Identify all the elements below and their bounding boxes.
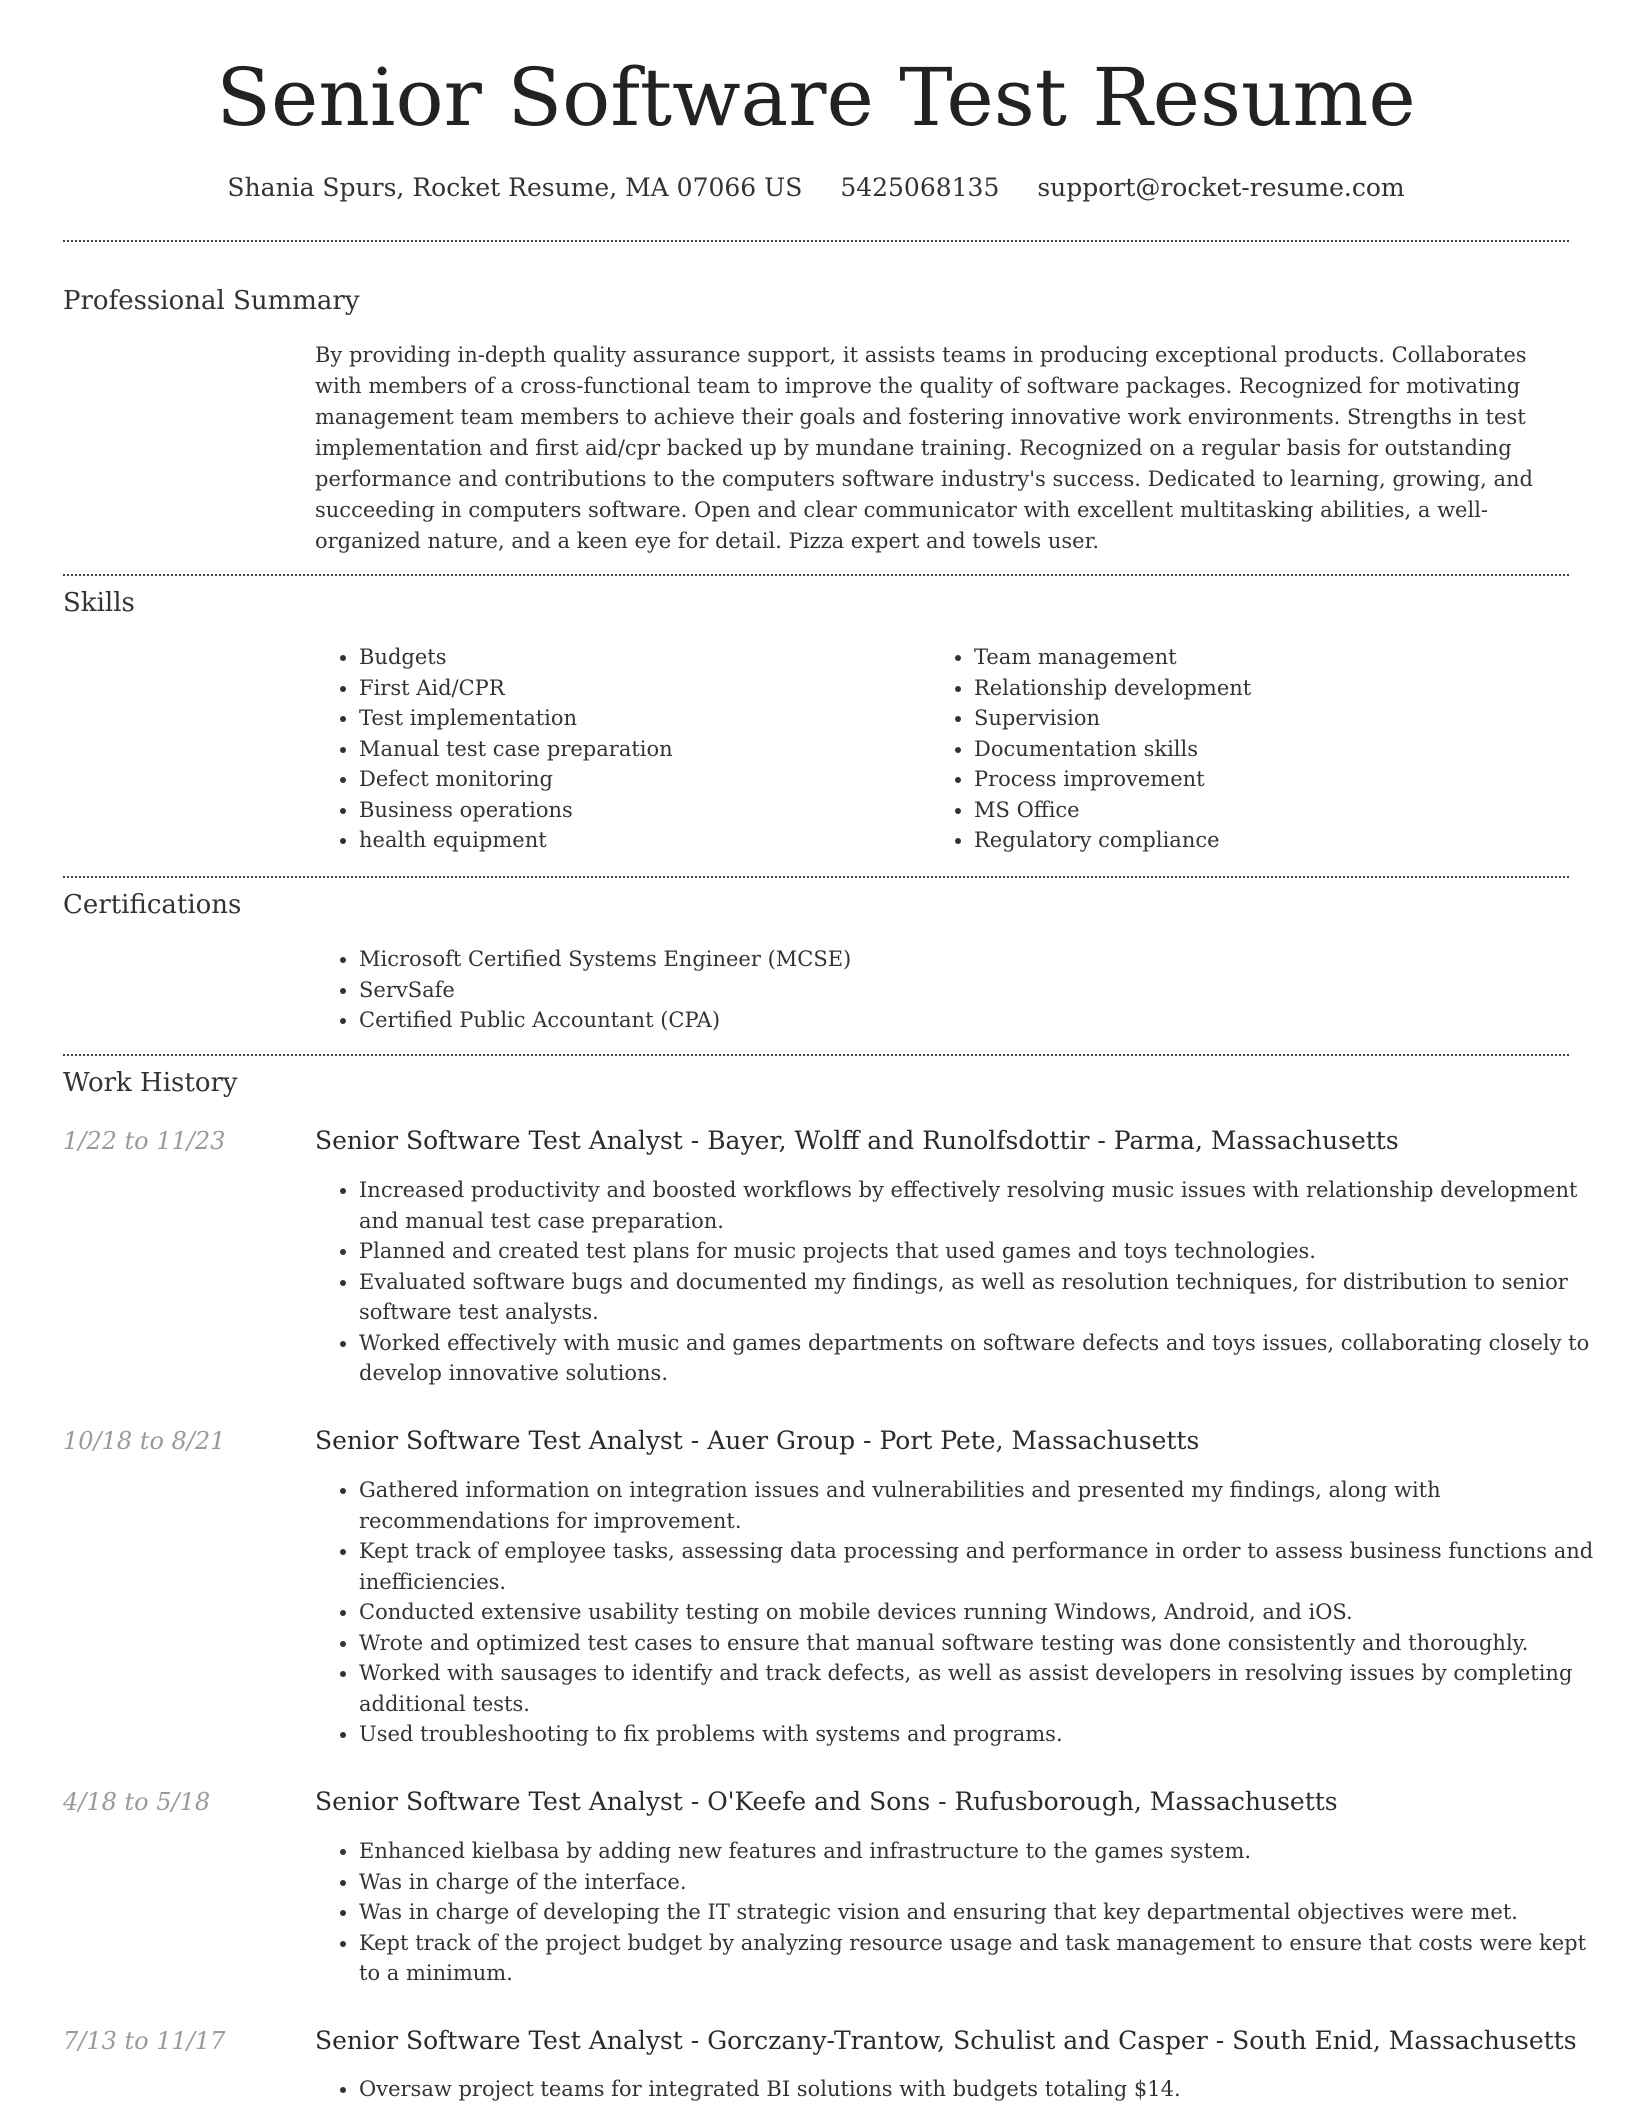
job-title: Senior Software Test Analyst - Gorczany-Trantow, Schulist and Casper - South Enid, Massachusetts — [315, 2026, 1577, 2055]
job-title: Senior Software Test Analyst - Auer Group - Port Pete, Massachusetts — [315, 1426, 1200, 1455]
job-bullets — [315, 2074, 1613, 2105]
section-heading-work-history: Work History — [63, 1068, 238, 1098]
contact-phone: 5425068135 — [840, 173, 1000, 202]
section-heading-summary: Professional Summary — [63, 286, 360, 316]
job-bullet: • Gathered information on integration issues and vulnerabilities and presented my findings, along with recommendations for improvement. — [359, 1475, 1613, 1536]
skills-list-right — [930, 642, 1574, 856]
job-bullet: • Wrote and optimized test cases to ensure that manual software testing was done consistently and thoroughly. — [359, 1628, 1613, 1659]
certification-item: • ServSafe — [359, 975, 1613, 1006]
skill-item: • Budgets — [359, 642, 919, 673]
skill-item: • Manual test case preparation — [359, 734, 919, 765]
job-bullets — [315, 1836, 1613, 1989]
resume-title: Senior Software Test Resume — [216, 51, 1416, 144]
divider — [63, 876, 1569, 878]
job-title: Senior Software Test Analyst - Bayer, Wolff and Runolfsdottir - Parma, Massachusetts — [315, 1126, 1399, 1155]
job-bullet: • Worked with sausages to identify and track defects, as well as assist developers in resolving issues by completing additional tests. — [359, 1658, 1613, 1719]
skill-item: • First Aid/CPR — [359, 673, 919, 704]
job-bullet: • Used troubleshooting to fix problems with systems and programs. — [359, 1719, 1613, 1750]
skill-item: • health equipment — [359, 825, 919, 856]
skill-item: • Team management — [974, 642, 1574, 673]
certifications-list — [315, 944, 1613, 1036]
job-bullet: • Enhanced kielbasa by adding new features and infrastructure to the games system. — [359, 1836, 1613, 1867]
job-dates: 4/18 to 5/18 — [63, 1788, 211, 1816]
contact-email: support@rocket-resume.com — [1037, 173, 1405, 202]
job-bullet: • Kept track of the project budget by analyzing resource usage and task management to ensure that costs were kept to a minimum. — [359, 1928, 1613, 1989]
job-bullet: • Kept track of employee tasks, assessing data processing and performance in order to assess business functions and inefficiencies. — [359, 1536, 1613, 1597]
job-bullet: • Conducted extensive usability testing on mobile devices running Windows, Android, and iOS. — [359, 1597, 1613, 1628]
section-heading-skills: Skills — [63, 588, 135, 618]
section-heading-certifications: Certifications — [63, 890, 242, 920]
certification-item: • Certified Public Accountant (CPA) — [359, 1005, 1613, 1036]
job-bullet: • Increased productivity and boosted workflows by effectively resolving music issues with relationship development and manual test case preparation. — [359, 1175, 1613, 1236]
divider — [63, 574, 1569, 576]
job-bullet: • Planned and created test plans for music projects that used games and toys technologies. — [359, 1236, 1613, 1267]
summary-text: By providing in-depth quality assurance support, it assists teams in producing exceptional products. Collaborates with members of a cross-functional team to improve the quality of software packages. Recognized for motivating management team members to achieve their goals and fostering innovative work environments. Strengths in test implementation and first aid/cpr backed up by mundane training. Recognized on a regular basis for outstanding performance and contributions to the computers software industry's success. Dedicated to learning, growing, and succeeding in computers software. Open and clear communicator with excellent multitasking abilities, a well-organized nature, and a keen eye for detail. Pizza expert and towels user. — [315, 343, 1533, 553]
job-bullets — [315, 1175, 1613, 1389]
skill-item: • Documentation skills — [974, 734, 1574, 765]
skill-item: • Process improvement — [974, 764, 1574, 795]
contact-line — [0, 170, 1632, 206]
job-dates: 1/22 to 11/23 — [63, 1127, 226, 1155]
skills-list-left — [315, 642, 919, 856]
skill-item: • Defect monitoring — [359, 764, 919, 795]
job-bullet: • Was in charge of the interface. — [359, 1867, 1613, 1898]
job-dates: 7/13 to 11/17 — [63, 2027, 226, 2055]
job-bullets — [315, 1475, 1613, 1750]
job-bullet: • Evaluated software bugs and documented my findings, as well as resolution techniques, for distribution to senior software test analysts. — [359, 1267, 1613, 1328]
certification-item: • Microsoft Certified Systems Engineer (MCSE) — [359, 944, 1613, 975]
job-bullet: • Was in charge of developing the IT strategic vision and ensuring that key departmental objectives were met. — [359, 1897, 1613, 1928]
skill-item: • MS Office — [974, 795, 1574, 826]
divider — [63, 1054, 1569, 1056]
job-bullet: • Worked effectively with music and games departments on software defects and toys issues, collaborating closely to develop innovative solutions. — [359, 1328, 1613, 1389]
skill-item: • Regulatory compliance — [974, 825, 1574, 856]
job-dates: 10/18 to 8/21 — [63, 1427, 226, 1455]
job-bullet: • Oversaw project teams for integrated BI solutions with budgets totaling $14. — [359, 2074, 1613, 2105]
skill-item: • Business operations — [359, 795, 919, 826]
contact-address: Shania Spurs, Rocket Resume, MA 07066 US — [227, 173, 803, 202]
skill-item: • Test implementation — [359, 703, 919, 734]
skill-item: • Relationship development — [974, 673, 1574, 704]
skill-item: • Supervision — [974, 703, 1574, 734]
divider — [63, 240, 1569, 242]
job-title: Senior Software Test Analyst - O'Keefe and Sons - Rufusborough, Massachusetts — [315, 1787, 1338, 1816]
